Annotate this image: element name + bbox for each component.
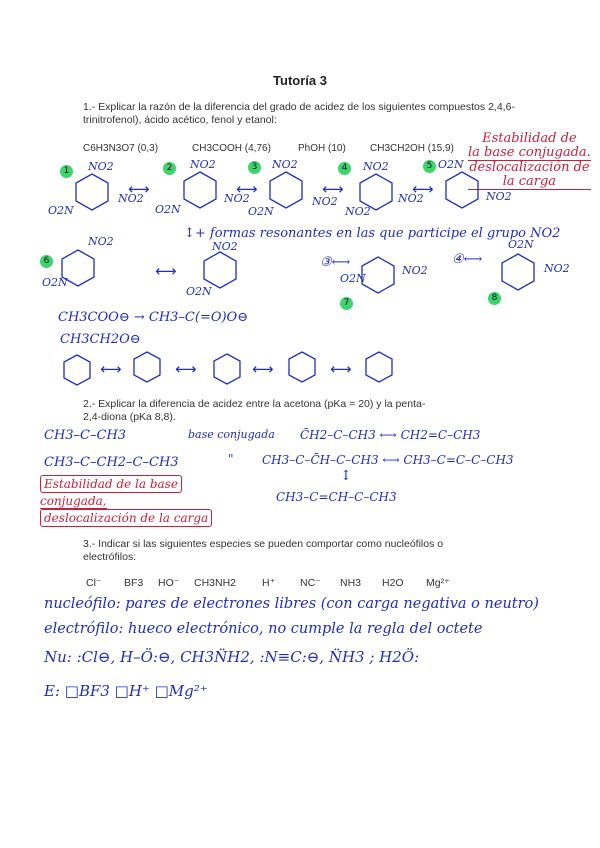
conjugate-base-label: base conjugada (188, 428, 275, 441)
question-2-text: 2.- Explicar la diferencia de acidez entre la acetona (pKa = 20) y la penta-2,4-diona (pKa 8,8). (83, 398, 426, 423)
question-3-text: 3.- Indicar si las siguientes especies se pueden comportar como nucleófilos o electrófilos: (83, 538, 444, 563)
nitro-label: NO2 (402, 264, 428, 277)
marker-8: 8 (488, 287, 501, 305)
marker-3: 3 (248, 156, 261, 174)
compound-phenol: PhOH (10) (298, 143, 346, 154)
question-1-text: 1.- Explicar la razón de la diferencia del grado de acidez de los siguientes compuestos 2,4,6-trinitrofenol), ácido acético, fenol y etanol: (83, 101, 515, 126)
marker-6: 6 (40, 250, 53, 268)
species-item: NH3 (340, 577, 362, 589)
q2-note-line-2: conjugada, (40, 494, 107, 508)
page-title: Tutoría 3 (273, 73, 327, 88)
resonance-arrow: ⟷ (252, 360, 274, 378)
benzene-ring-1 (72, 172, 112, 212)
nitro-label: NO2 (345, 205, 371, 218)
nitro-label: NO2 (224, 192, 250, 205)
phenoxide-ring-5 (362, 350, 396, 384)
species-item: Mg²⁺ (426, 577, 450, 589)
electrophile-list: E: □BF3 □H⁺ □Mg²⁺ (44, 682, 208, 700)
o2n-label: O2N (42, 276, 68, 289)
q2-stability-note (40, 476, 212, 527)
acetone-formula: CH3–C–CH3 (44, 428, 127, 443)
compound-ethanol: CH3CH2OH (15,9) (370, 143, 454, 154)
acetate-line: CH3COO⊖ → CH3–C(=O)O⊖ (58, 310, 249, 325)
nucleophile-list: Nu: :Cl⊖, H–Ö:⊖, CH3N̈H2, :N≡C:⊖, N̈H3 ; H2Ö: (44, 648, 420, 666)
nitro-label: NO2 (544, 262, 570, 275)
benzene-ring-2 (180, 170, 220, 210)
nitro-label: NO2 (363, 160, 389, 173)
resonance-arrow: ⟷ (322, 180, 344, 198)
ethoxide-line: CH3CH2O⊖ (60, 332, 141, 347)
stability-note-line-1: Estabilidad de (482, 131, 577, 146)
nitro-label: NO2 (486, 190, 512, 203)
marker-5: 5 (423, 155, 436, 173)
benzene-ring-7 (200, 250, 240, 290)
o2n-label: O2N (155, 203, 181, 216)
stability-note-line-3: deslocalización de (469, 160, 590, 175)
phenoxide-ring-2 (130, 350, 164, 384)
diketone-formula: CH3–C–CH2–C–CH3 (44, 455, 179, 470)
nucleophile-definition: nucleófilo: pares de electrones libres (con carga negativa o neutro) (44, 596, 539, 612)
o2n-label: O2N (186, 285, 212, 298)
nitro-label: NO2 (272, 158, 298, 171)
resonance-arrow: ⟷ (236, 180, 258, 198)
diketone-resonance: CH3–C–C̄H–C–CH3 ⟷ CH3–C=C–C–CH3 (262, 453, 514, 467)
nitro-label: NO2 (190, 158, 216, 171)
resonance-marker-3: ③⟷ (320, 255, 351, 270)
benzene-ring-9 (498, 252, 538, 292)
o2n-label: O2N (248, 205, 274, 218)
stability-note (468, 132, 591, 190)
compound-acetic: CH3COOH (4,76) (192, 143, 271, 154)
nitro-label: NO2 (212, 240, 238, 253)
species-item: CH3NH2 (194, 577, 237, 589)
nitro-label: NO2 (312, 195, 338, 208)
phenoxide-ring-3 (210, 352, 244, 386)
phenoxide-ring-4 (285, 350, 319, 384)
resonance-arrow: ⟷ (330, 360, 352, 378)
species-item: H2O (382, 577, 404, 589)
resonance-arrow: ⟷ (412, 180, 434, 198)
o2n-label: O2N (340, 272, 366, 285)
compound-picric: C6H3N3O7 (0,3) (83, 143, 159, 154)
o2n-label: O2N (508, 238, 534, 251)
resonance-arrow: ⟷ (100, 360, 122, 378)
species-item: H⁺ (262, 577, 276, 589)
species-item: BF3 (124, 577, 144, 589)
acetone-resonance: C̄H2–C–CH3 ⟷ CH2=C–CH3 (300, 428, 481, 442)
species-item: Cl⁻ (86, 577, 102, 589)
nitro-label: NO2 (88, 235, 114, 248)
benzene-ring-5 (442, 170, 482, 210)
benzene-ring-3 (266, 170, 306, 210)
species-item: NC⁻ (300, 577, 321, 589)
phenoxide-ring-1 (60, 353, 94, 387)
ditto-mark: " (228, 452, 234, 466)
resonance-note: ↕+ formas resonantes en las que participe el grupo NO2 (184, 226, 561, 241)
q2-note-line-1: Estabilidad de la base (40, 475, 182, 493)
resonance-arrow: ⟷ (155, 262, 177, 280)
electrophile-definition: electrófilo: hueco electrónico, no cumple la regla del octete (44, 621, 483, 637)
nitro-label: NO2 (398, 192, 424, 205)
species-item: HO⁻ (158, 577, 180, 589)
marker-2: 2 (163, 157, 176, 175)
o2n-label: O2N (48, 204, 74, 217)
stability-note-line-4: la carga (468, 175, 591, 190)
enolate-formula: CH3–C=CH–C–CH3 (276, 490, 397, 504)
resonance-marker-4: ④⟷ (452, 252, 483, 267)
resonance-arrow: ⟷ (175, 360, 197, 378)
o2n-label: O2N (438, 158, 464, 171)
nitro-label: NO2 (88, 160, 114, 173)
resonance-arrow: ⟷ (128, 180, 150, 198)
marker-4: 4 (338, 157, 351, 175)
q2-note-line-3: deslocalización de la carga (40, 509, 212, 527)
marker-7: 7 (340, 292, 353, 310)
resonance-arrow-vertical: ↕ (340, 468, 352, 484)
stability-note-line-2: la base conjugada. (468, 145, 591, 160)
marker-1: 1 (60, 160, 73, 178)
nitro-label: NO2 (118, 192, 144, 205)
